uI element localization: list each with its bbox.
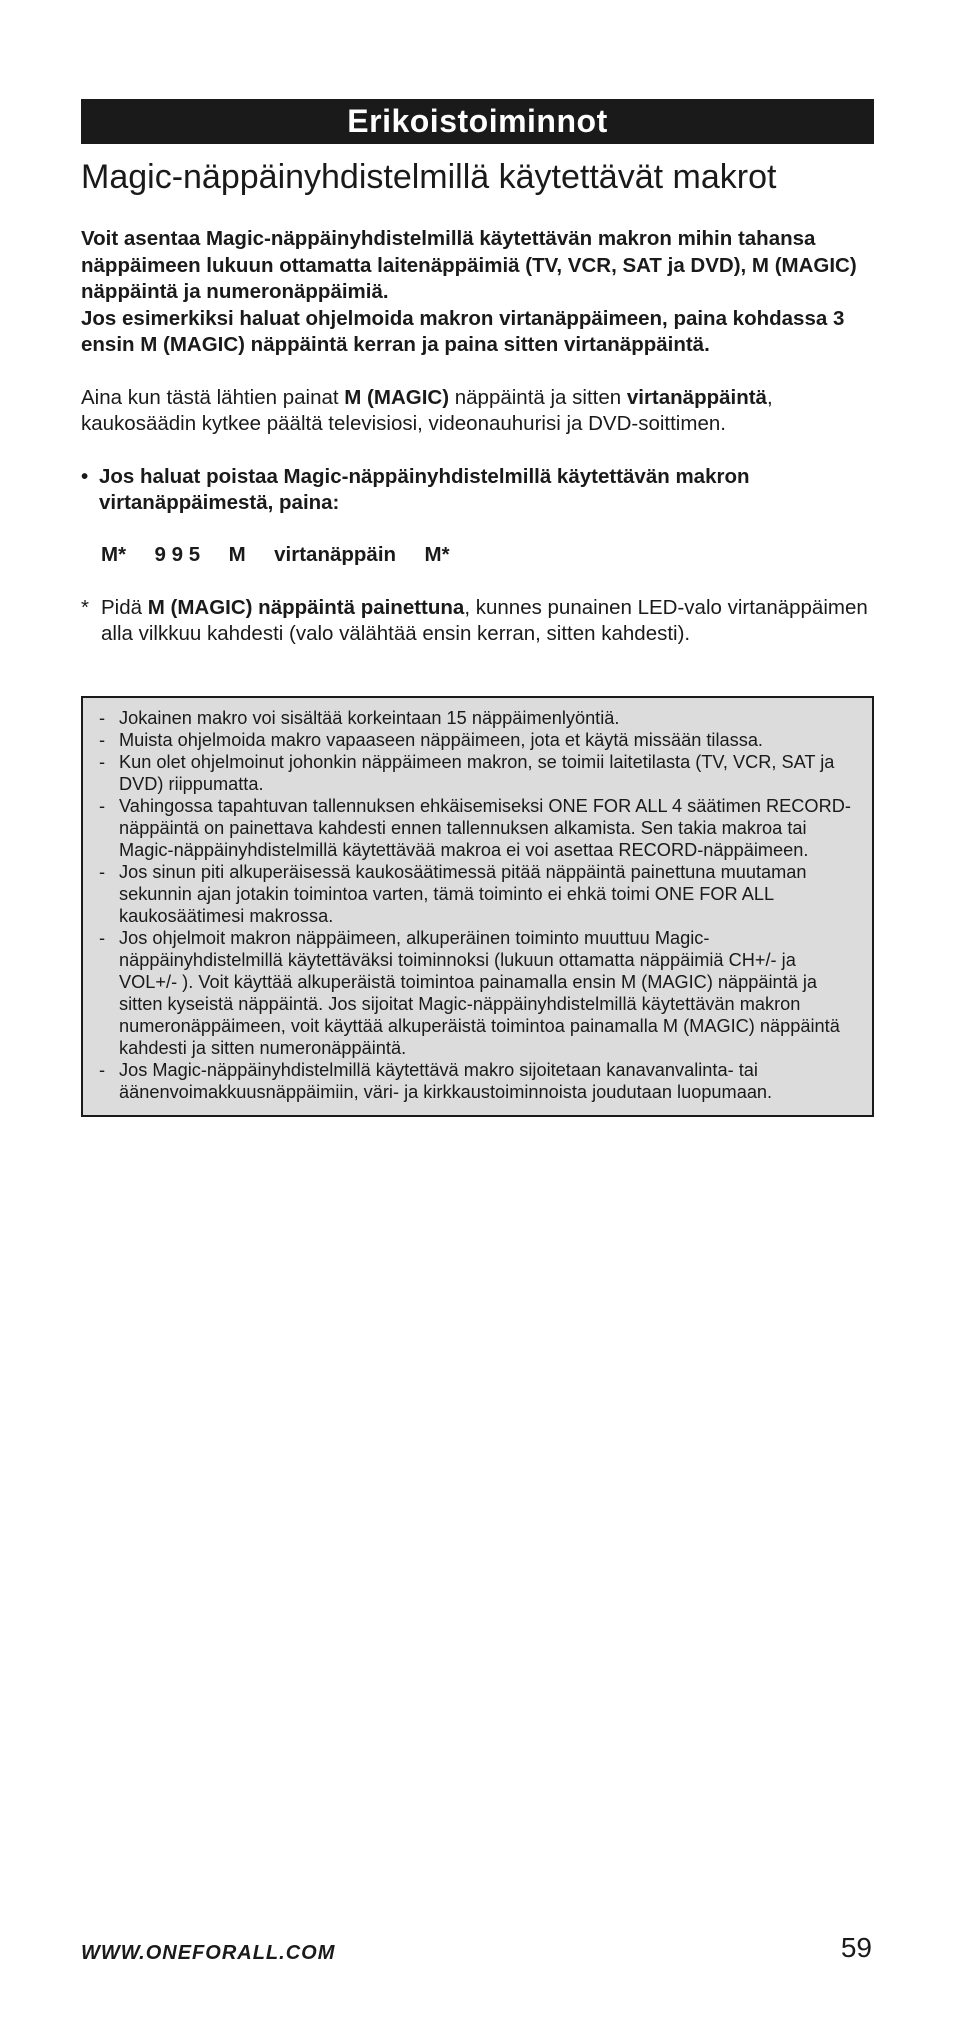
- footer-url[interactable]: WWW.ONEFORALL.COM: [81, 1942, 336, 1964]
- list-item: [99, 707, 854, 729]
- list-item: [99, 927, 854, 1059]
- bullet-item: [81, 464, 874, 517]
- footnote-text: [101, 595, 874, 648]
- footnote-text-2: , kunnes punainen LED-valo virtanäppäimen alla vilkkuu kahdesti (valo välähtää ensin kerran, sitten kahdesti).: [101, 595, 868, 645]
- dash-mark: -: [99, 751, 106, 772]
- list-item: [99, 751, 854, 795]
- page-content: [81, 99, 874, 1117]
- paragraph-text-1: Aina kun tästä lähtien painat: [81, 385, 345, 409]
- list-item-text: Jos sinun piti alkuperäisessä kaukosäätimessä pitää näppäintä painettuna muutaman sekunnin ajan jotakin toimintoa varten, tämä toiminto ei ehkä toimi ONE FOR ALL kaukosäätimesi makrossa.: [119, 861, 807, 926]
- list-item: [99, 861, 854, 927]
- info-box: [81, 696, 874, 1117]
- dash-mark: -: [99, 1059, 106, 1080]
- dash-mark: -: [99, 927, 106, 948]
- footnote: [81, 595, 874, 648]
- dash-mark: -: [99, 707, 106, 728]
- footnote-mark: *: [81, 595, 89, 619]
- page-subtitle: Magic-näppäinyhdistelmillä käytettävät makrot: [81, 158, 777, 196]
- intro-line-2: Jos esimerkiksi haluat ohjelmoida makron virtanäppäimeen, paina kohdassa 3 ensin M (MAGIC) näppäintä kerran ja paina sitten virtanäppäintä.: [81, 306, 845, 356]
- intro-line-1: Voit asentaa Magic-näppäinyhdistelmillä käytettävän makron mihin tahansa näppäimeen lukuun ottamatta laitenäppäimiä (TV, VCR, SAT ja DVD), M (MAGIC) näppäintä ja numeronäppäimiä.: [81, 227, 857, 303]
- list-item: [99, 795, 854, 861]
- intro-text: [81, 226, 874, 359]
- list-item: [99, 729, 854, 751]
- bullet-text: Jos haluat poistaa Magic-näppäinyhdistelmillä käytettävän makron virtanäppäimestä, paina:: [99, 464, 750, 514]
- page-number: 59: [840, 1932, 872, 1963]
- list-item-text: Vahingossa tapahtuvan tallennuksen ehkäisemiseksi ONE FOR ALL 4 säätimen RECORD-näppäintä on painettava kahdesti ennen tallennuksen alkamista. Sen takia makroa tai Magic-näppäinyhdistelmillä käytettävää makroa ei voi asettaa RECORD-näppäimeen.: [119, 795, 851, 860]
- list-item-text: Kun olet ohjelmoinut johonkin näppäimeen makron, se toimii laitetilasta (TV, VCR, SAT ja DVD) riippumatta.: [119, 751, 835, 794]
- dash-mark: -: [99, 729, 106, 750]
- paragraph-bold-1: M (MAGIC): [344, 385, 450, 409]
- footnote-text-1: Pidä: [101, 595, 148, 619]
- dash-mark: -: [99, 861, 106, 882]
- paragraph-bold-2: virtanäppäintä: [626, 385, 767, 409]
- list-item-text: Jos Magic-näppäinyhdistelmillä käytettävä makro sijoitetaan kanavanvalinta- tai äänenvoimakkuusnäppäimiin, väri- ja kirkkaustoiminnoista joudutaan luopumaan.: [119, 1059, 773, 1102]
- paragraph-text-3: , kaukosäädin kytkee päältä televisiosi, videonauhurisi ja DVD-soittimen.: [81, 385, 773, 435]
- section-title: Erikoistoiminnot: [81, 99, 874, 144]
- list-item-text: Muista ohjelmoida makro vapaaseen näppäimeen, jota et käytä missään tilassa.: [119, 729, 763, 750]
- paragraph-text-2: näppäintä ja sitten: [449, 385, 627, 409]
- footnote-bold: M (MAGIC) näppäintä painettuna: [147, 595, 465, 619]
- bullet-mark: •: [81, 464, 89, 488]
- list-item-text: Jokainen makro voi sisältää korkeintaan 15 näppäimenlyöntiä.: [119, 707, 620, 728]
- list-item-text: Jos ohjelmoit makron näppäimeen, alkuperäinen toiminto muuttuu Magic-näppäinyhdistelmillä käytettäväksi toiminnoksi (lukuun ottamatta näppäimiä CH+/- ja VOL+/- ). Voit käyttää alkuperäistä toimintoa painamalla ensin M (MAGIC) näppäintä ja sitten kyseistä näppäintä. Jos sijoitat Magic-näppäinyhdistelmillä käytettävän makron numeronäppäimeen, voit käyttää alkuperäistä toimintoa painamalla M (MAGIC) näppäintä kahdesti ja sitten numeronäppäintä.: [119, 927, 840, 1058]
- info-list: [99, 707, 854, 1103]
- list-item: [99, 1059, 854, 1103]
- key-sequence: M* 9 9 5 M virtanäppäin M*: [101, 542, 450, 566]
- body-paragraph: [81, 385, 874, 438]
- dash-mark: -: [99, 795, 106, 816]
